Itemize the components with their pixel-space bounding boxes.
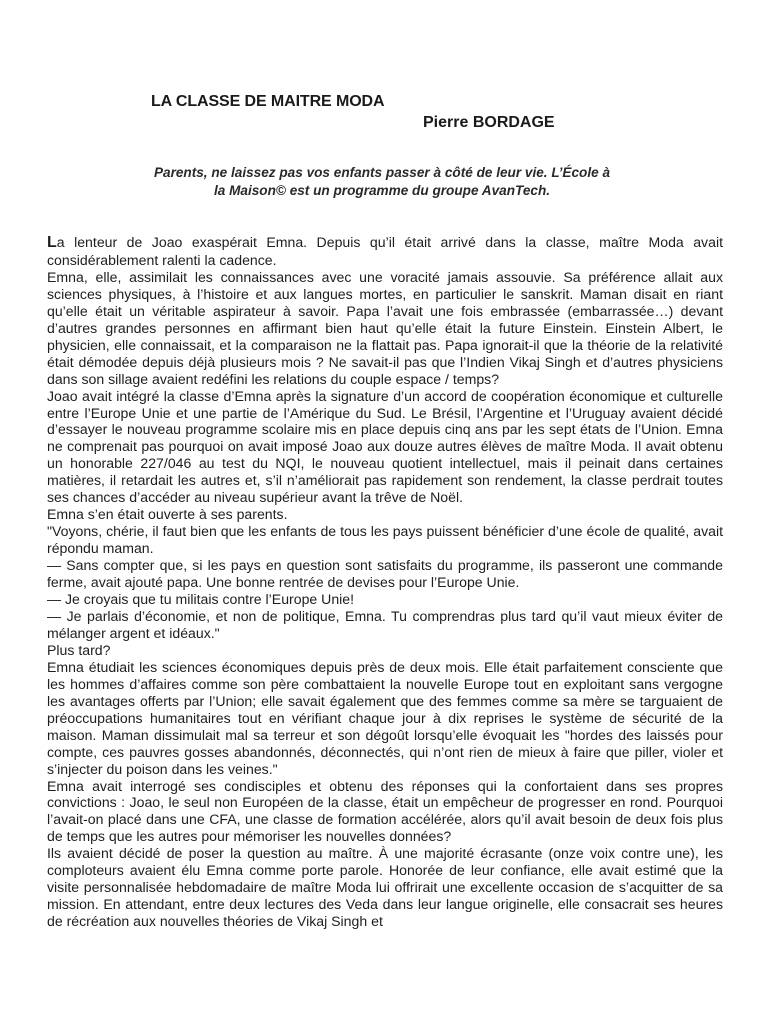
paragraph-9: Plus tard? bbox=[47, 641, 111, 658]
paragraph-11: Emna avait interrogé ses condisciples et obtenu des réponses qui la confortaient dans ses propres convictions : Joao, le seul non Européen de la classe, était un empêcheur de progresser en rond. Pourquoi l’avait-on placé dans une CFA, une classe de formation accélérée, alors qu’il avait besoin de deux fois plus de temps que les autres pour mémoriser les nouvelles données? bbox=[47, 777, 723, 845]
story-body bbox=[47, 234, 723, 930]
paragraph-5: "Voyons, chérie, il faut bien que les enfants de tous les pays puissent bénéficier d’une école de qualité, avait répondu maman. bbox=[47, 523, 723, 557]
paragraph-12: Ils avaient décidé de poser la question au maître. À une majorité écrasante (onze voix contre une), les comploteurs avaient élu Emna comme porte parole. Honorée de leur confiance, elle avait estimé que la visite personnalisée hebdomadaire de maître Moda lui offrirait une excellente occasion de s’acquitter de sa mission. En attendant, entre deux lectures des Veda dans leur langue originelle, elle consacrait ses heures de récréation aux nouvelles théories de Vikaj Singh et bbox=[47, 845, 723, 930]
paragraph-7: — Je croyais que tu militais contre l’Europe Unie! bbox=[47, 591, 355, 608]
paragraph-6: — Sans compter que, si les pays en question sont satisfaits du programme, ils passeront une commande ferme, avait ajouté papa. Une bonne rentrée de devises pour l’Europe Unie. bbox=[47, 557, 723, 591]
paragraph-8: — Je parlais d’économie, et non de politique, Emna. Tu comprendras plus tard qu’il vaut mieux éviter de mélanger argent et idéaux." bbox=[47, 607, 723, 641]
paragraph-2: Emna, elle, assimilait les connaissances avec une voracité jamais assouvie. Sa préférence allait aux sciences physiques, à l’histoire et aux langues mortes, en particulier le sanskrit. Maman disait en riant qu’elle était un véritable aspirateur à savoir. Papa l’avait une fois embrassée (embarrassée…) devant d’autres grandes personnes en affirmant bien haut qu’elle était la future Einstein. Einstein Albert, le physicien, elle connaissait, et la comparaison ne la flattait pas. Papa ignorait-il que la théorie de la relativité était démodée depuis déjà plusieurs mois ? Ne savait-il pas que l’Indien Vikaj Singh et d’autres physiciens dans son sillage avaient redéfini les relations du couple espace / temps? bbox=[47, 268, 723, 387]
document-title: LA CLASSE DE MAITRE MODA bbox=[151, 93, 385, 110]
document-author: Pierre BORDAGE bbox=[423, 114, 555, 131]
drop-letter: L bbox=[47, 234, 57, 251]
paragraph-4: Emna s’en était ouverte à ses parents. bbox=[47, 506, 288, 523]
paragraph-1 bbox=[47, 234, 723, 269]
paragraph-3: Joao avait intégré la classe d’Emna après la signature d’un accord de coopération économique et culturelle entre l’Europe Unie et une partie de l’Amérique du Sud. Le Brésil, l’Argentine et l’Uruguay avaient décidé d’essayer le nouveau programme scolaire mis en place depuis cinq ans par les sept états de l’Union. Emna ne comprenait pas pourquoi on avait imposé Joao aux douze autres élèves de maître Moda. Il avait obtenu un honorable 227/046 au test du NQI, le nouveau quotient intellectuel, mais il peinait dans certaines matières, il retardait les autres et, s’il n’améliorait pas rapidement son rendement, la classe perdrait toutes ses chances d’accéder au niveau supérieur avant la trêve de Noël. bbox=[47, 387, 723, 506]
paragraph-10: Emna étudiait les sciences économiques depuis près de deux mois. Elle était parfaitement consciente que les hommes d’affaires comme son père combattaient la nouvelle Europe tout en exploitant sans vergogne les avantages offerts par l’Union; elle savait également que des femmes comme sa mère se targuaient de préoccupations humanitaires tout en vérifiant chaque jour à dix reprises le système de sécurité de la maison. Maman dissimulait mal sa terreur et son dégoût lorsqu’elle évoquait les "hordes des laissés pour compte, ces pauvres gosses abandonnés, déconnectés, qui n’ont rien de mieux à faire que piller, violer et s’injecter du poison dans les veines." bbox=[47, 658, 723, 777]
paragraph-1-text: a lenteur de Joao exaspérait Emna. Depuis qu’il était arrivé dans la classe, maître Moda avait considérablement ralenti la cadence. bbox=[47, 234, 723, 268]
epigraph: Parents, ne laissez pas vos enfants passer à côté de leur vie. L’École à la Maison© est un programme du groupe AvanTech. bbox=[153, 165, 611, 198]
